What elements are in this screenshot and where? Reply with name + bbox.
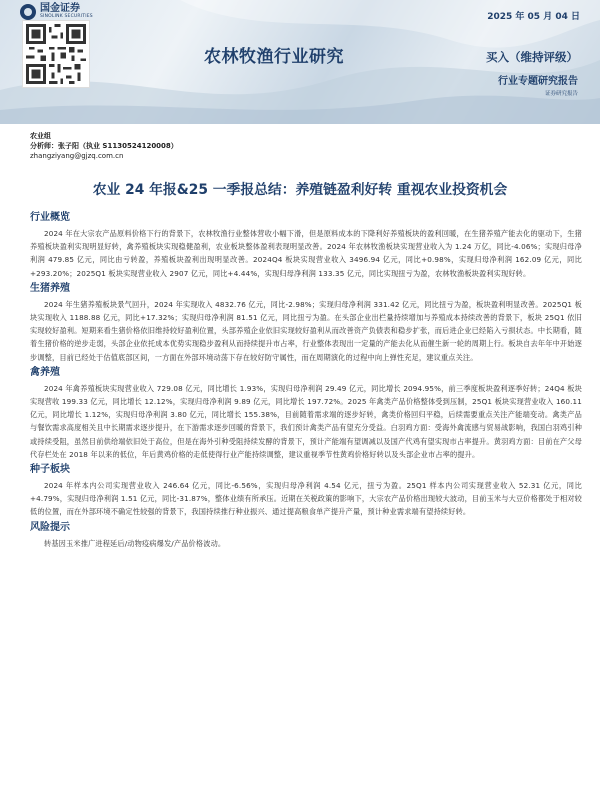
- brand-logo: [20, 4, 93, 20]
- report-body: [30, 211, 582, 552]
- qr-code: [22, 20, 90, 88]
- logo-name-cn: 国金证券: [40, 3, 80, 15]
- analyst-name: 张子阳（执业 S1130524120008）: [58, 142, 178, 150]
- section-paragraph: 2024 年禽养殖板块实现营业收入 729.08 亿元，同比增长 1.93%，实现归母净利润 29.49 亿元，同比增长 2094.95%，前三季度板块盈利逐季好转；24Q4 板块实现营收 199.33 亿元，同比增长 12.12%，实现归母净利润 9.89 亿元，同比增长 197.72%。2025 年禽类产品价格整体受到压制，25Q1 板块实现营业收入 160.11 亿元，同比增长 1.12%，实现归母净利润 3.80 亿元，同比增长 155.38%，目前随着需求端的逐步好转，禽类价格回归平稳，后续需要重点关注产能端变动。禽类产品与餐饮需求高度相关且中长期需求逐步提升，在下游需求逐步回暖的背景下，我们预计禽类产品有望充分受益。白羽鸡方面：受海外禽流感与贸易战影响，我国白羽鸡引种或持续受阻，虽然目前供给端依旧处于高位，但是在海外引种受阻持续发酵的背景下，预计产能端有望调减以及国产代鸡有望实现市占率提升。黄羽鸡方面：目前在产父母代存栏处在 2018 年以来的低位，年后黄鸡价格的走低使得行业产能持续调整，建议重视季节性黄鸡价格好转以及头部企业市占率的提升。: [30, 383, 582, 459]
- logo-mark-icon: [20, 4, 36, 20]
- investment-rating: 买入（维持评级）: [486, 50, 578, 64]
- report-date: 2025 年 05 月 04 日: [487, 12, 580, 22]
- section-title: 禽养殖: [30, 366, 60, 378]
- section-risk-warning: [30, 521, 582, 550]
- analyst-info: [30, 131, 178, 161]
- section-paragraph: 2024 年生猪养殖板块景气回升，2024 年实现收入 4832.76 亿元，同比-2.98%；实现归母净利润 331.42 亿元，同比扭亏为盈，板块盈利明显改善。2025Q1 板块实现收入 1188.88 亿元，同比+17.32%；实现归母净利润 81.51 亿元，同比扭亏为盈。在头部企业出栏量持续增加与养殖成本持续改善的背景下，板块 25Q1 依旧实现较好盈利。短期来看生猪价格依旧维持较好盈利位置，头部养殖企业依旧实现较好盈利从而改善资产负债表和稳步扩张，而后进企业已经陷入亏损状态。中长期看，随着生猪价格的逆步走弱，头部企业依托成本优势实现稳步盈利从而持续提升市占率，行业整体表现出一定量的产能去化从而催生新一轮的周期上行。板块自去年年中开始逐步调整，目前已经处于估值底部区间，一方面在外部环境动荡下存在较好防守属性，而在周期演化的过程中向上弹性充足，建议重点关注。: [30, 299, 582, 362]
- header-banner: [0, 0, 600, 124]
- section-industry-overview: [30, 211, 582, 280]
- section-paragraph: 2024 年样本内公司实现营业收入 246.64 亿元，同比-6.56%，实现归母净利润 4.54 亿元，扭亏为盈。25Q1 样本内公司实现营业收入 52.31 亿元，同比+4.79%，实现归母净利润 1.51 亿元，同比-31.87%，整体业绩有所承压。近期在关税政策的影响下，大宗农产品价格出现较大波动，目前玉米与大豆价格都处于相对较低的位置，而在外部环境不确定性较强的背景下，我国持续推行种业振兴、通过提高粮食单产提升产量，预计种业需求端有望持续好转。: [30, 481, 582, 517]
- analyst-group: 农业组: [30, 132, 51, 140]
- section-paragraph: 转基因玉米推广进程延后/动物疫病爆发/产品价格波动。: [44, 538, 226, 548]
- section-poultry-farming: [30, 366, 582, 461]
- analyst-label: 分析师：: [30, 142, 58, 150]
- page-title: 农业 24 年报&25 一季报总结：养殖链盈利好转 重视农业投资机会: [92, 182, 508, 198]
- section-title: 生猪养殖: [30, 282, 70, 294]
- section-title: 风险提示: [30, 521, 70, 533]
- analyst-email[interactable]: zhangziyang@gjzq.com.cn: [30, 152, 124, 160]
- logo-name-en: SINOLINK SECURITIES: [40, 14, 93, 20]
- section-paragraph: 2024 年在大宗农产品原料价格下行的背景下，农林牧渔行业整体营收小幅下滑，但是原料成本的下降利好养殖板块的盈利回暖，在生猪养殖产能去化的驱动下，生猪养殖板块盈利实现明显好转，禽养殖板块实现稳健盈利，农业板块整体盈利表现明显改善。2024 年农林牧渔板块实现营业收入为 1.24 万亿，同比-4.06%；实现归母净利润 479.85 亿元，同比由亏转盈，养殖板块盈利出现明显改善。2024Q4 板块实现营业收入 3496.94 亿元，同比+0.98%，实现归母净利润 162.09 亿元，同比+293.20%；2025Q1 板块实现营业收入 2907 亿元，同比+4.44%，实现归母净利润 133.35 亿元，同比实现扭亏为盈，农林牧渔板块盈利实现好转。: [30, 229, 582, 278]
- section-title: 种子板块: [30, 464, 70, 476]
- section-hog-farming: [30, 282, 582, 364]
- report-type: 行业专题研究报告: [498, 76, 578, 87]
- section-seeds: [30, 463, 582, 519]
- report-subtype: 证券研究报告: [544, 91, 578, 97]
- section-title: 行业概览: [30, 212, 70, 223]
- qr-code-icon: [26, 24, 86, 84]
- report-title: 农林牧渔行业研究: [204, 47, 344, 67]
